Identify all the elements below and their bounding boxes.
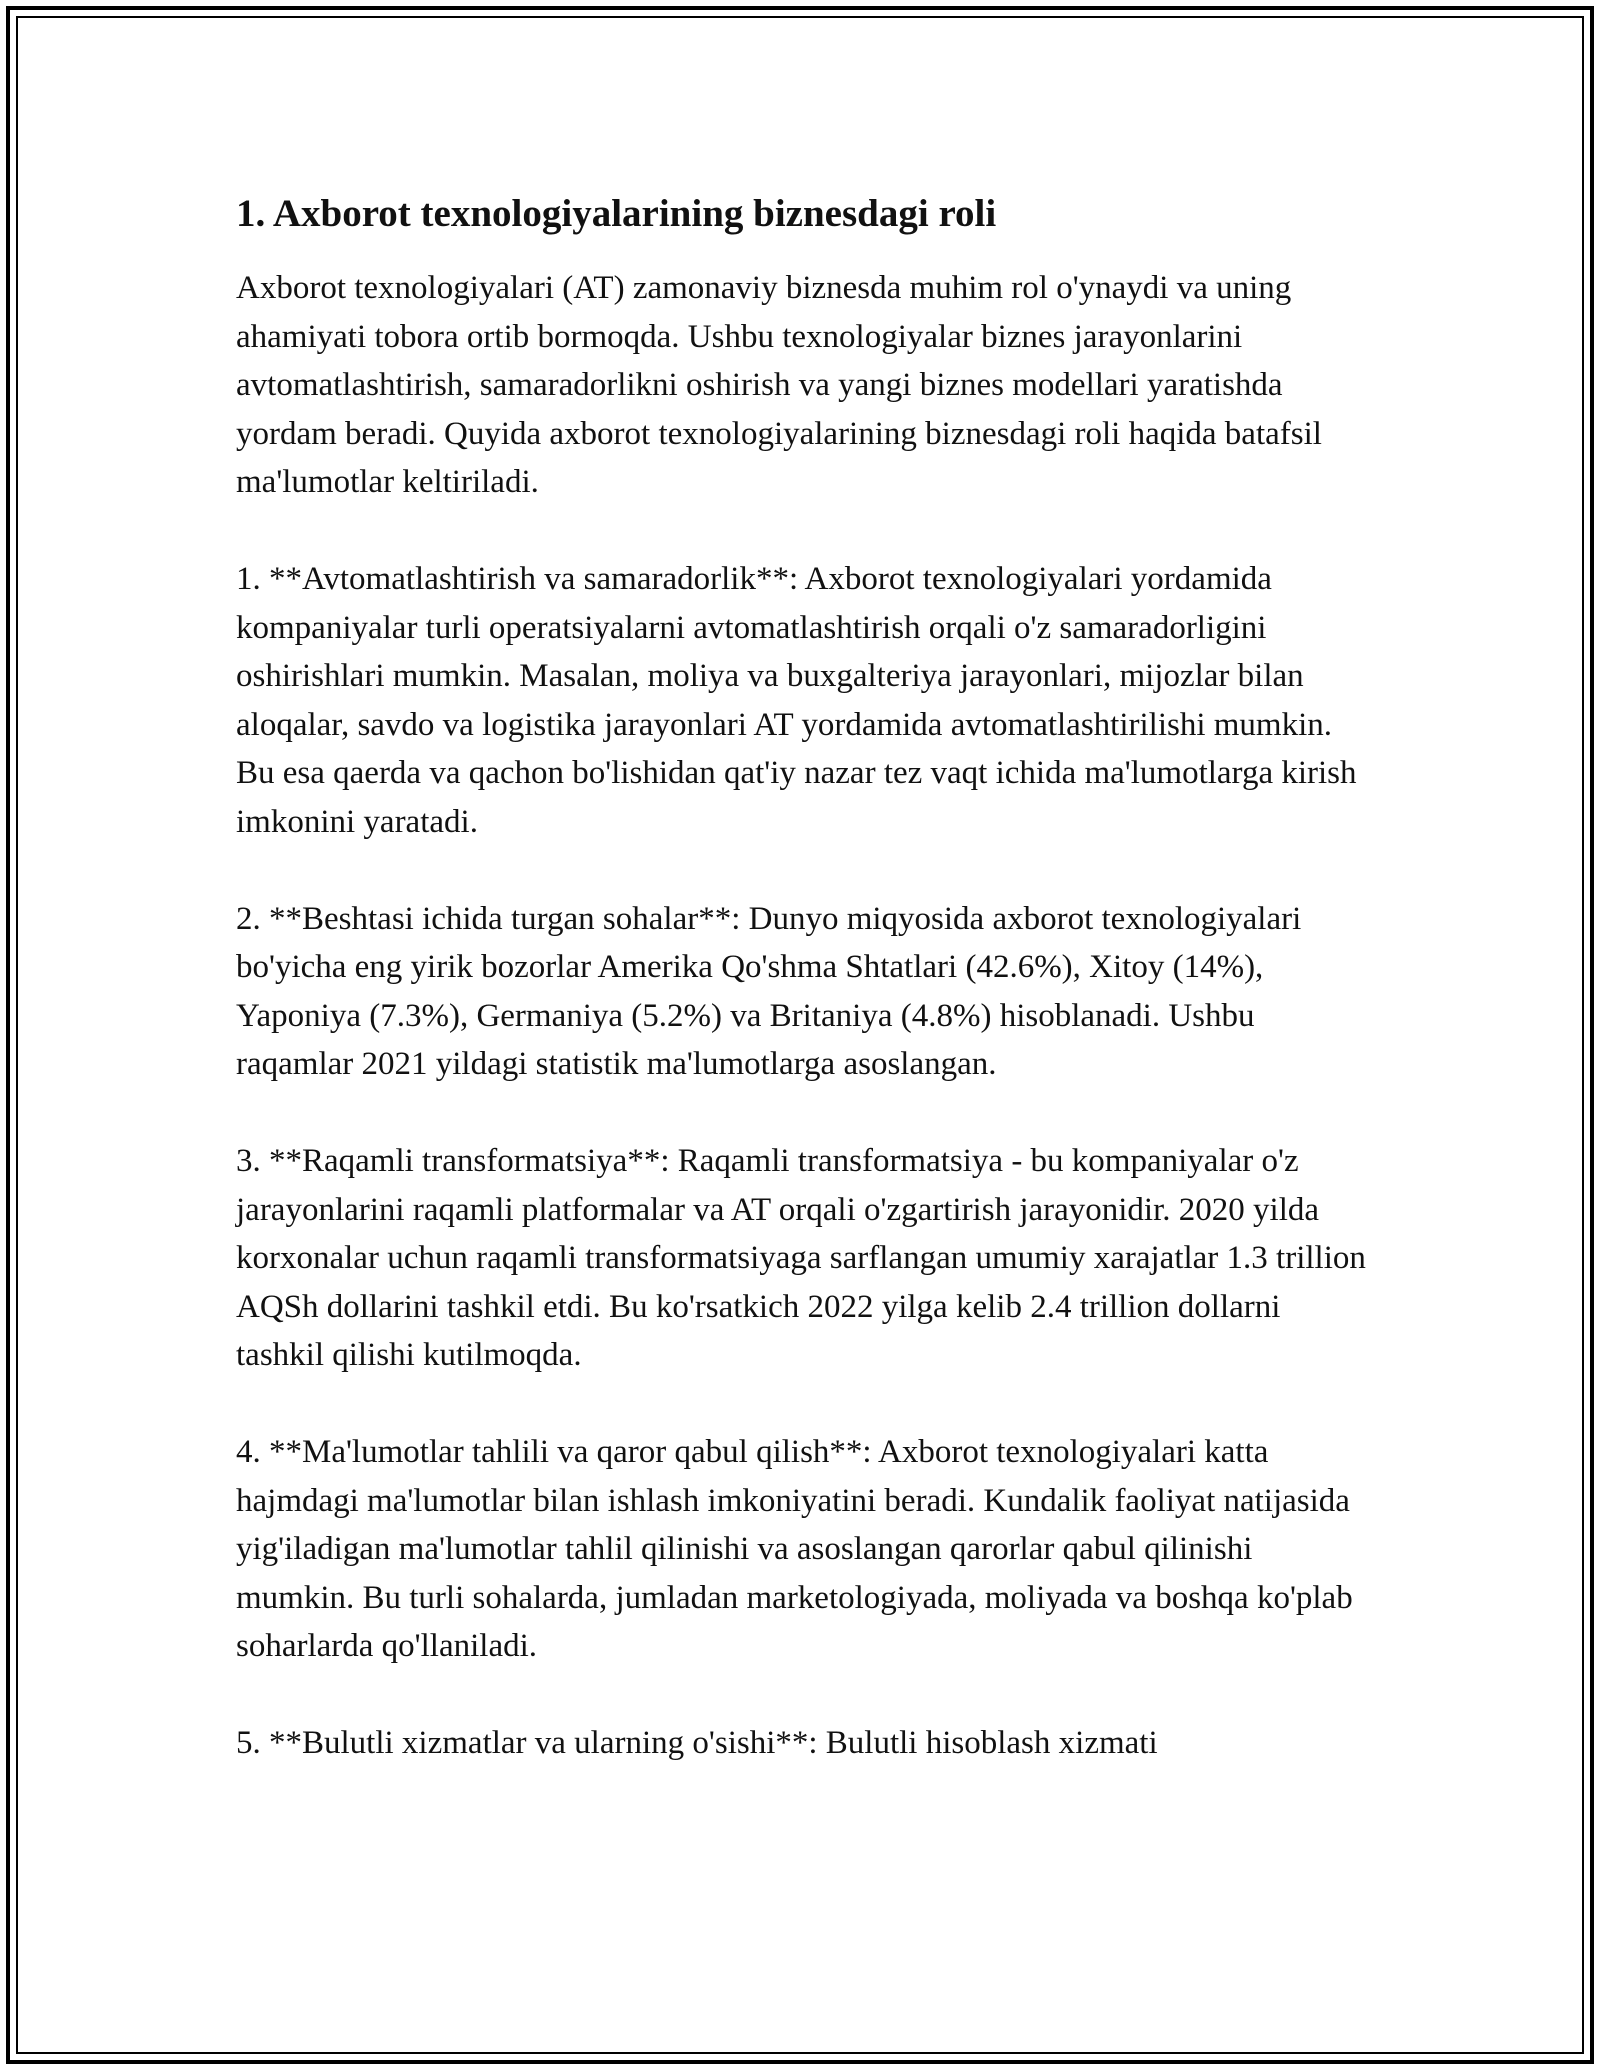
paragraph-cloud-services: 5. **Bulutli xizmatlar va ularning o'sishi**: Bulutli hisoblash xizmati	[236, 1725, 1158, 1761]
paragraph-automation: 1. **Avtomatlashtirish va samaradorlik**: Axborot texnologiyalari yordamida kompaniyalar turli operatsiyalarni avtomatlashtirish orqali o'z samaradorligini oshirishlari mumkin. Masalan, moliya va buxgalteriya jarayonlari, mijozlar bilan aloqalar, savdo va logistika jarayonlari AT yordamida avtomatlashtirilishi mumkin. Bu esa qaerda va qachon bo'lishidan qat'iy nazar tez vaqt ichida ma'lumotlarga kirish imkonini yaratadi.	[236, 561, 1357, 840]
intro-paragraph: Axborot texnologiyalari (AT) zamonaviy biznesda muhim rol o'ynaydi va uning ahamiyati tobora ortib bormoqda. Ushbu texnologiyalar biznes jarayonlarini avtomatlashtirish, samaradorlikni oshirish va yangi biznes modellari yaratishda yordam beradi. Quyida axborot texnologiyalarining biznesdagi roli haqida batafsil ma'lumotlar keltiriladi.	[236, 270, 1322, 500]
paragraph-digital-transformation: 3. **Raqamli transformatsiya**: Raqamli transformatsiya - bu kompaniyalar o'z jarayonlarini raqamli platformalar va AT orqali o'zgartirish jarayonidir. 2020 yilda korxonalar uchun raqamli transformatsiyaga sarflangan umumiy xarajatlar 1.3 trillion AQSh dollarini tashkil etdi. Bu ko'rsatkich 2022 yilga kelib 2.4 trillion dollarni tashkil qilishi kutilmoqda.	[236, 1143, 1366, 1373]
document-title: 1. Axborot texnologiyalarining biznesdagi roli	[236, 192, 997, 235]
paragraph-top-markets: 2. **Beshtasi ichida turgan sohalar**: Dunyo miqyosida axborot texnologiyalari bo'yicha eng yirik bozorlar Amerika Qo'shma Shtatlari (42.6%), Xitoy (14%), Yaponiya (7.3%), Germaniya (5.2%) va Britaniya (4.8%) hisoblanadi. Ushbu raqamlar 2021 yildagi statistik ma'lumotlarga asoslangan.	[236, 900, 1302, 1082]
paragraph-data-analysis: 4. **Ma'lumotlar tahlili va qaror qabul qilish**: Axborot texnologiyalari katta hajmdagi ma'lumotlar bilan ishlash imkoniyatini beradi. Kundalik faoliyat natijasida yig'iladigan ma'lumotlar tahlil qilinishi va asoslangan qarorlar qabul qilinishi mumkin. Bu turli sohalarda, jumladan marketologiyada, moliyada va boshqa ko'plab soharlarda qo'llaniladi.	[236, 1434, 1353, 1664]
document-body	[236, 186, 1376, 1816]
